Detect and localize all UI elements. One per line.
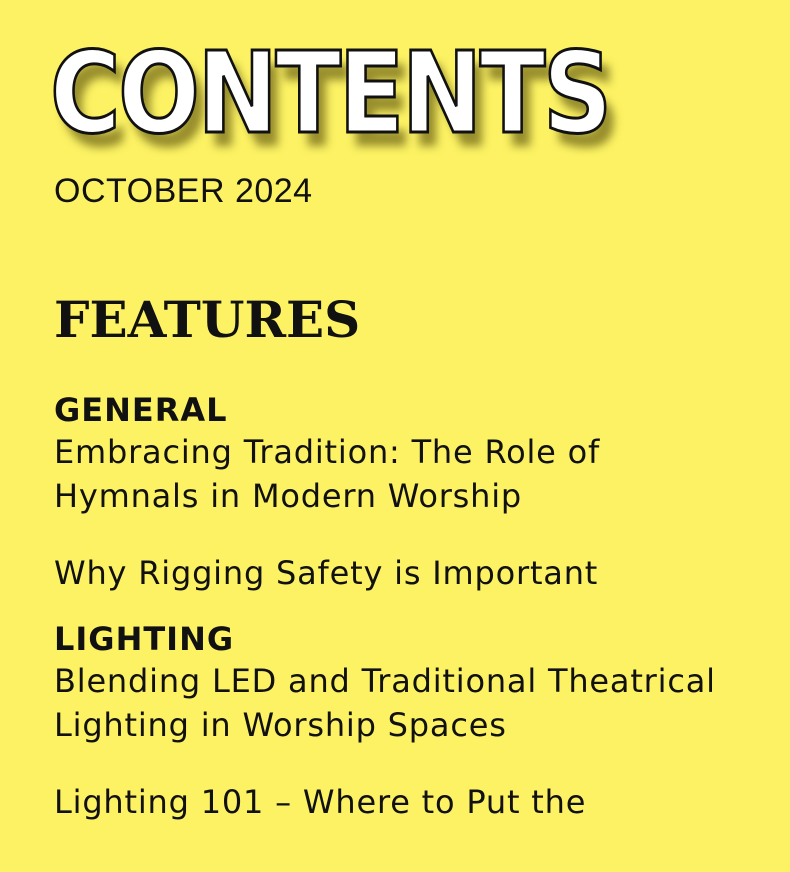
article-link[interactable]: Blending LED and Traditional Theatrical Lighting in Worship Spaces [54, 662, 716, 744]
table-of-contents [54, 390, 734, 824]
features-heading: FEATURES [54, 290, 361, 349]
article-link[interactable]: Why Rigging Safety is Important [54, 554, 599, 592]
contents-title: CONTENTS [50, 29, 610, 159]
category-lighting: LIGHTING [54, 620, 235, 658]
issue-date: OCTOBER 2024 [54, 172, 313, 210]
article-link[interactable]: Embracing Tradition: The Role of Hymnals in Modern Worship [54, 433, 601, 515]
category-general: GENERAL [54, 391, 228, 429]
article-link[interactable]: Lighting 101 – Where to Put the [54, 783, 587, 821]
